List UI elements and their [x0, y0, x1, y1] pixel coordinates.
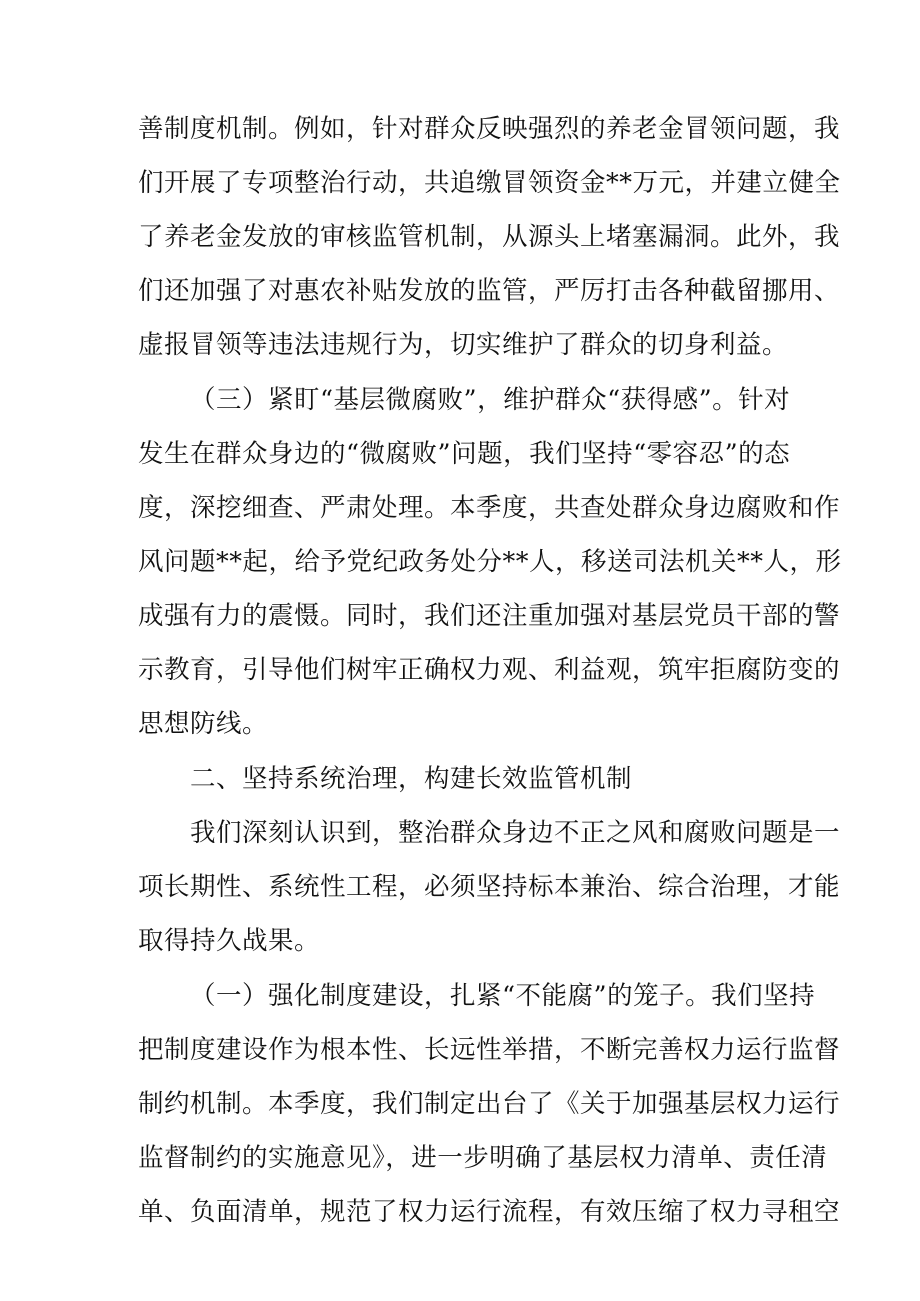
section-heading: 二、坚持系统治理，构建长效监管机制	[190, 764, 633, 794]
text-line: 我们深刻认识到，整治群众身边不正之风和腐败问题是一	[190, 818, 841, 848]
text-line: 思想防线。	[138, 709, 269, 739]
text-line: 们开展了专项整治行动，共追缴冒领资金**万元，并建立健全	[138, 168, 841, 198]
text-line: 们还加强了对惠农补贴发放的监管，严厉打击各种截留挪用、	[138, 276, 841, 306]
text-line: 把制度建设作为根本性、长远性举措，不断完善权力运行监督	[138, 1035, 841, 1065]
text-line: 虚报冒领等违法违规行为，切实维护了群众的切身利益。	[138, 330, 789, 360]
text-line: 监督制约的实施意见》，进一步明确了基层权力清单、责任清	[138, 1143, 828, 1173]
text-line: 单、负面清单，规范了权力运行流程，有效压缩了权力寻租空	[138, 1197, 841, 1227]
text-line: （一）强化制度建设，扎紧“不能腐”的笼子。我们坚持	[190, 981, 816, 1011]
text-line: 成强有力的震慑。同时，我们还注重加强对基层党员干部的警	[138, 601, 841, 631]
text-line: 制约机制。本季度，我们制定出台了《关于加强基层权力运行	[138, 1089, 841, 1119]
text-line: 了养老金发放的审核监管机制，从源头上堵塞漏洞。此外，我	[138, 222, 841, 252]
text-line: 风问题**起，给予党纪政务处分**人，移送司法机关**人，形	[138, 547, 842, 577]
text-line: 发生在群众身边的“微腐败”问题，我们坚持“零容忍”的态	[138, 439, 791, 469]
text-line: 项长期性、系统性工程，必须坚持标本兼治、综合治理，才能	[138, 872, 841, 902]
text-line: 度，深挖细查、严肃处理。本季度，共查处群众身边腐败和作	[138, 493, 841, 523]
text-line: 示教育，引导他们树牢正确权力观、利益观，筑牢拒腐防变的	[138, 655, 841, 685]
text-line: 善制度机制。例如，针对群众反映强烈的养老金冒领问题，我	[138, 114, 841, 144]
text-line: （三）紧盯“基层微腐败”，维护群众“获得感”。针对	[190, 385, 791, 415]
text-line: 取得持久战果。	[138, 926, 321, 956]
